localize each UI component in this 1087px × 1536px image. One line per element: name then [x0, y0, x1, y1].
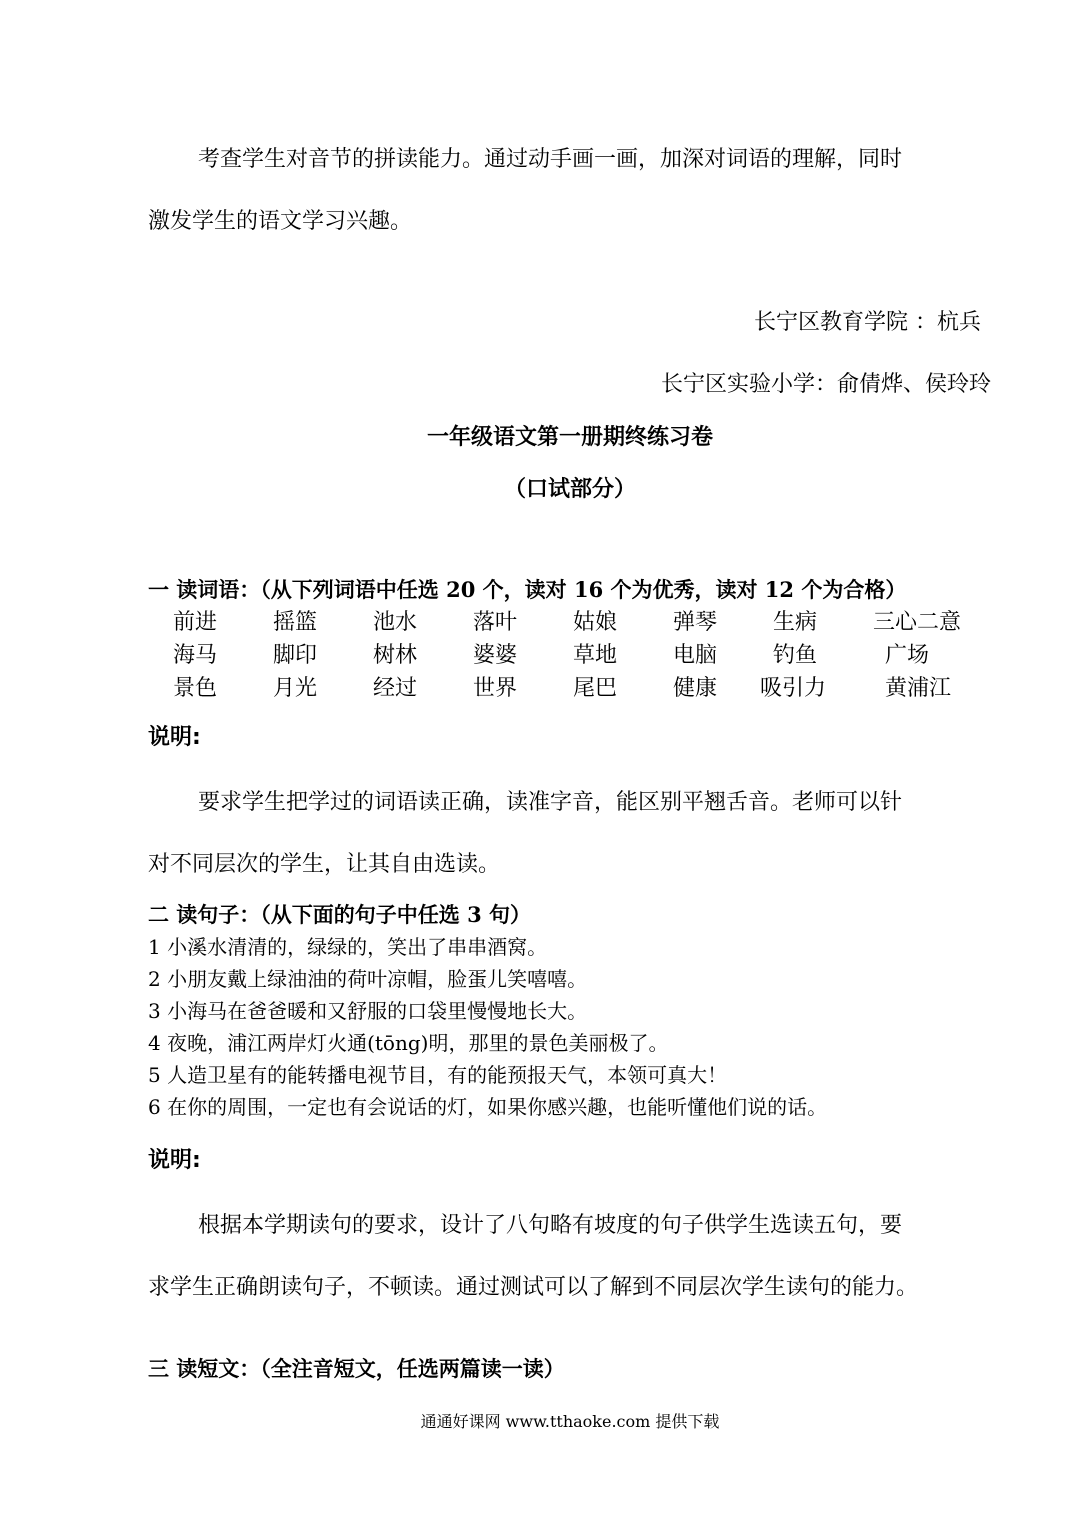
word-item: 草地 [573, 643, 618, 668]
sentence-item: 2 小朋友戴上绿油油的荷叶凉帽，脸蛋儿笑嘻嘻。 [148, 967, 588, 991]
word-item: 摇篮 [273, 610, 318, 635]
section-1-note-line-2: 对不同层次的学生，让其自由选读。 [148, 852, 501, 877]
word-item: 生病 [773, 610, 818, 635]
word-item: 月光 [273, 676, 318, 701]
word-item: 池水 [373, 610, 418, 635]
sentence-item: 4 夜晚，浦江两岸灯火通(tōng)明，那里的景色美丽极了。 [148, 1031, 669, 1055]
section-2-heading: 二 读句子：（从下面的句子中任选 3 句） [148, 902, 532, 927]
word-item: 落叶 [473, 610, 518, 635]
word-item: 婆婆 [473, 643, 518, 668]
sentence-item: 5 人造卫星有的能转播电视节目，有的能预报天气，本领可真大！ [148, 1063, 728, 1087]
sentence-item: 1 小溪水清清的，绿绿的，笑出了串串酒窝。 [148, 935, 548, 959]
word-item: 三心二意 [873, 610, 962, 635]
word-item: 景色 [173, 676, 218, 701]
document-title: 一年级语文第一册期终练习卷 [426, 425, 713, 450]
word-item: 电脑 [673, 643, 718, 668]
word-item: 前进 [173, 610, 218, 635]
author-line-2: 长宁区实验小学：俞倩烨、侯玲玲 [660, 372, 991, 397]
intro-line-1: 考查学生对音节的拼读能力。通过动手画一画，加深对词语的理解，同时 [198, 147, 903, 172]
sentence-item: 3 小海马在爸爸暖和又舒服的口袋里慢慢地长大。 [148, 999, 588, 1023]
word-item: 姑娘 [573, 610, 618, 635]
page-footer: 通通好课网 www.tthaoke.com 提供下载 [420, 1412, 720, 1431]
word-item: 尾巴 [573, 676, 618, 701]
author-line-1: 长宁区教育学院 ：杭兵 [754, 310, 981, 335]
word-item: 脚印 [273, 643, 318, 668]
word-item: 海马 [173, 643, 218, 668]
section-1-note-label: 说明: [148, 725, 201, 750]
sentence-item: 6 在你的周围，一定也有会说话的灯，如果你感兴趣，也能听懂他们说的话。 [148, 1095, 828, 1119]
word-item: 经过 [373, 676, 418, 701]
section-1-heading: 一 读词语：（从下列词语中任选 20 个，读对 16 个为优秀，读对 12 个为合格） [148, 577, 907, 602]
section-2-note-line-1: 根据本学期读句的要求，设计了八句略有坡度的句子供学生选读五句，要 [198, 1213, 903, 1238]
document-subtitle: （口试部分） [503, 477, 636, 502]
word-item: 弹琴 [673, 610, 718, 635]
word-item: 吸引力 [760, 676, 827, 701]
word-item: 健康 [673, 676, 718, 701]
word-item: 黄浦江 [885, 676, 952, 701]
word-item: 广场 [885, 643, 930, 668]
section-2-note-label: 说明: [148, 1148, 201, 1173]
word-item: 世界 [473, 676, 518, 701]
intro-line-2: 激发学生的语文学习兴趣。 [148, 209, 413, 234]
section-3-heading: 三 读短文：（全注音短文，任选两篇读一读） [148, 1356, 565, 1381]
section-1-note-line-1: 要求学生把学过的词语读正确，读准字音，能区别平翘舌音。老师可以针 [198, 790, 903, 815]
word-item: 树林 [373, 643, 418, 668]
word-item: 钓鱼 [773, 643, 818, 668]
section-2-note-line-2: 求学生正确朗读句子，不顿读。通过测试可以了解到不同层次学生读句的能力。 [148, 1275, 919, 1300]
